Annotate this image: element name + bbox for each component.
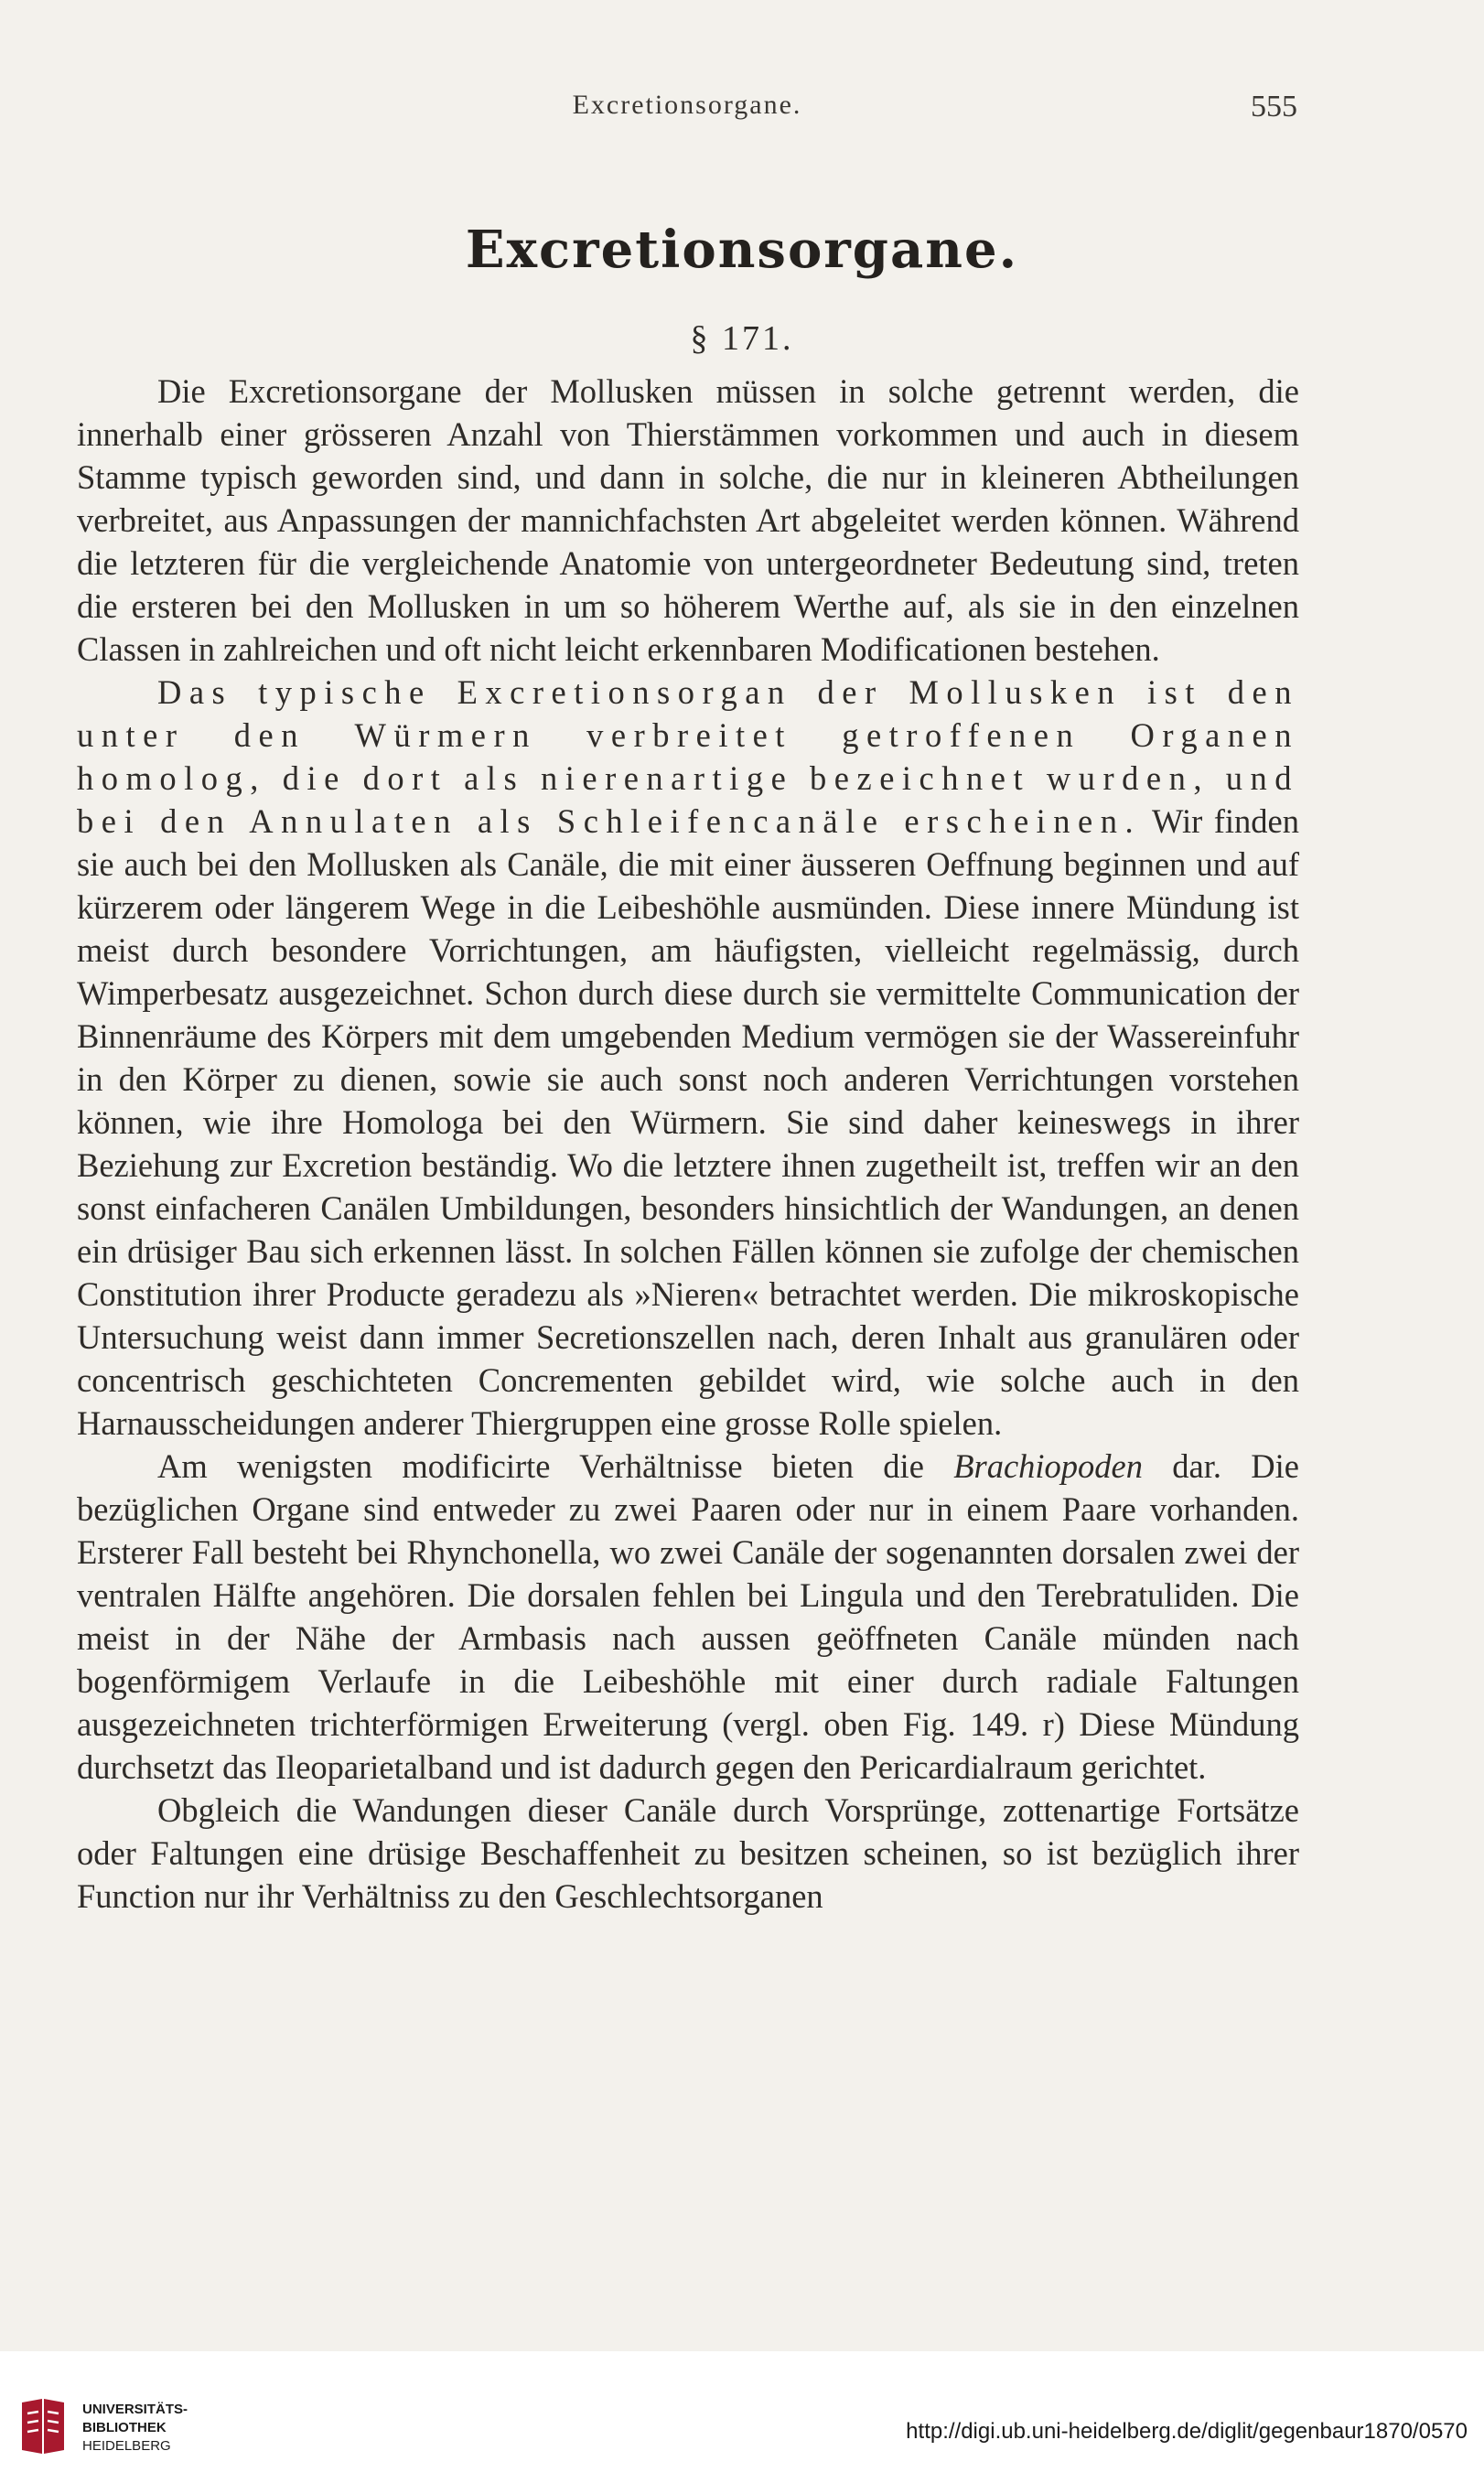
paragraph-3-text-end: dar. Die bezüglichen Organe sind entweder zu zwei Paaren oder nur in einem Paare vorhanden. Ersterer Fall besteht bei Rhynchonella, wo zwei Canäle der sogenannten dorsalen zwei der ventralen Hälfte angehören. Die dorsalen fehlen bei Lingula und den Terebratuliden. Die meist in der Nähe der Armbasis nach aussen geöffneten Canäle münden nach bogenförmigem Verlaufe in die Leibeshöhle mit einer durch radiale Faltungen ausgezeichneten trichterförmigen Erweiterung (vergl. oben Fig. 149. r) Diese Mündung durchsetzt das Ileoparietalband und ist dadurch gegen den Pericardialraum gerichtet. <box>77 1447 1299 1786</box>
paragraph-4: Obgleich die Wandungen dieser Canäle durch Vorsprünge, zottenartige Fortsätze oder Faltungen eine drüsige Beschaffenheit zu besitzen scheinen, so ist bezüglich ihrer Function nur ihr Verhältniss zu den Geschlechtsorganen <box>77 1791 1299 1915</box>
brachiopoden-term: Brachiopoden <box>953 1447 1143 1485</box>
paragraph-3 <box>77 1445 1299 1789</box>
section-number: § 171. <box>690 319 794 358</box>
running-head <box>77 90 1297 135</box>
paragraph-2-text: Wir finden sie auch bei den Mollusken als Canäle, die mit einer äusseren Oeffnung beginnen und auf kürzerem oder längerem Wege in die Leibeshöhle ausmünden. Diese innere Mündung ist meist durch besondere Vorrichtungen, am häufigsten, vielleicht regelmässig, durch Wimperbesatz ausgezeichnet. Schon durch diese durch sie vermittelte Communication der Binnenräume des Körpers mit dem umgebenden Medium vermögen sie der Wassereinfuhr in den Körper zu dienen, sowie sie auch sonst noch anderen Verrichtungen vorstehen können, wie ihre Homologa bei den Würmern. Sie sind daher keineswegs in ihrer Beziehung zur Excretion beständig. Wo die letztere ihnen zugetheilt ist, treffen wir an den sonst einfacheren Canälen Umbildungen, besonders hinsichtlich der Wandungen, an denen ein drüsiger Bau sich erkennen lässt. In solchen Fällen können sie zufolge der chemischen Constitution ihrer Producte geradezu als »Nieren« betrachtet werden. Die mikroskopische Untersuchung weist dann immer Secretionszellen nach, deren Inhalt aus granulären oder concentrisch geschichteten Concrementen gebildet wird, wie solche auch in den Harnausscheidungen anderer Thiergruppen eine grosse Rolle spielen. <box>77 802 1299 1442</box>
paragraph-2 <box>77 671 1299 1445</box>
university-library-logo-icon <box>15 2397 70 2457</box>
body-text <box>77 370 1299 1918</box>
footer-bar <box>0 2351 1484 2483</box>
library-name-line-3: HEIDELBERG <box>82 2438 171 2454</box>
paragraph-1: Die Excretionsorgane der Mollusken müssen in solche getrennt werden, die innerhalb einer grösseren Anzahl von Thierstämmen vorkommen und auch in diesem Stamme typisch geworden sind, und dann in solche, die nur in kleineren Abtheilungen verbreitet, aus Anpassungen der mannichfachsten Art abgeleitet werden können. Während die letzteren für die vergleichende Anatomie von untergeordneter Bedeutung sind, treten die ersteren bei den Mollusken in um so höherem Werthe auf, als sie in den einzelnen Classen in zahlreichen und oft nicht leicht erkennbaren Modificationen bestehen. <box>77 372 1299 668</box>
running-title: Excretionsorgane. <box>572 90 802 120</box>
paragraph-2-spaced-text: Das typische Excretionsorgan der Mollusken ist den unter den Würmern verbreitet getroffenen Organen homolog, die dort als nierenartige bezeichnet wurden, und bei den Annulaten als Schleifencanäle erscheinen. <box>77 673 1299 840</box>
source-url-link[interactable]: http://digi.ub.uni-heidelberg.de/diglit/gegenbaur1870/0570 <box>906 2419 1468 2444</box>
page-number: 555 <box>1251 90 1297 124</box>
library-name-line-2: BIBLIOTHEK <box>82 2420 167 2435</box>
library-name <box>82 2401 188 2456</box>
chapter-title: Excretionsorgane. <box>465 220 1019 280</box>
paragraph-3-text-start: Am wenigsten modificirte Verhältnisse bieten die <box>157 1447 954 1485</box>
library-name-line-1: UNIVERSITÄTS- <box>82 2402 188 2417</box>
